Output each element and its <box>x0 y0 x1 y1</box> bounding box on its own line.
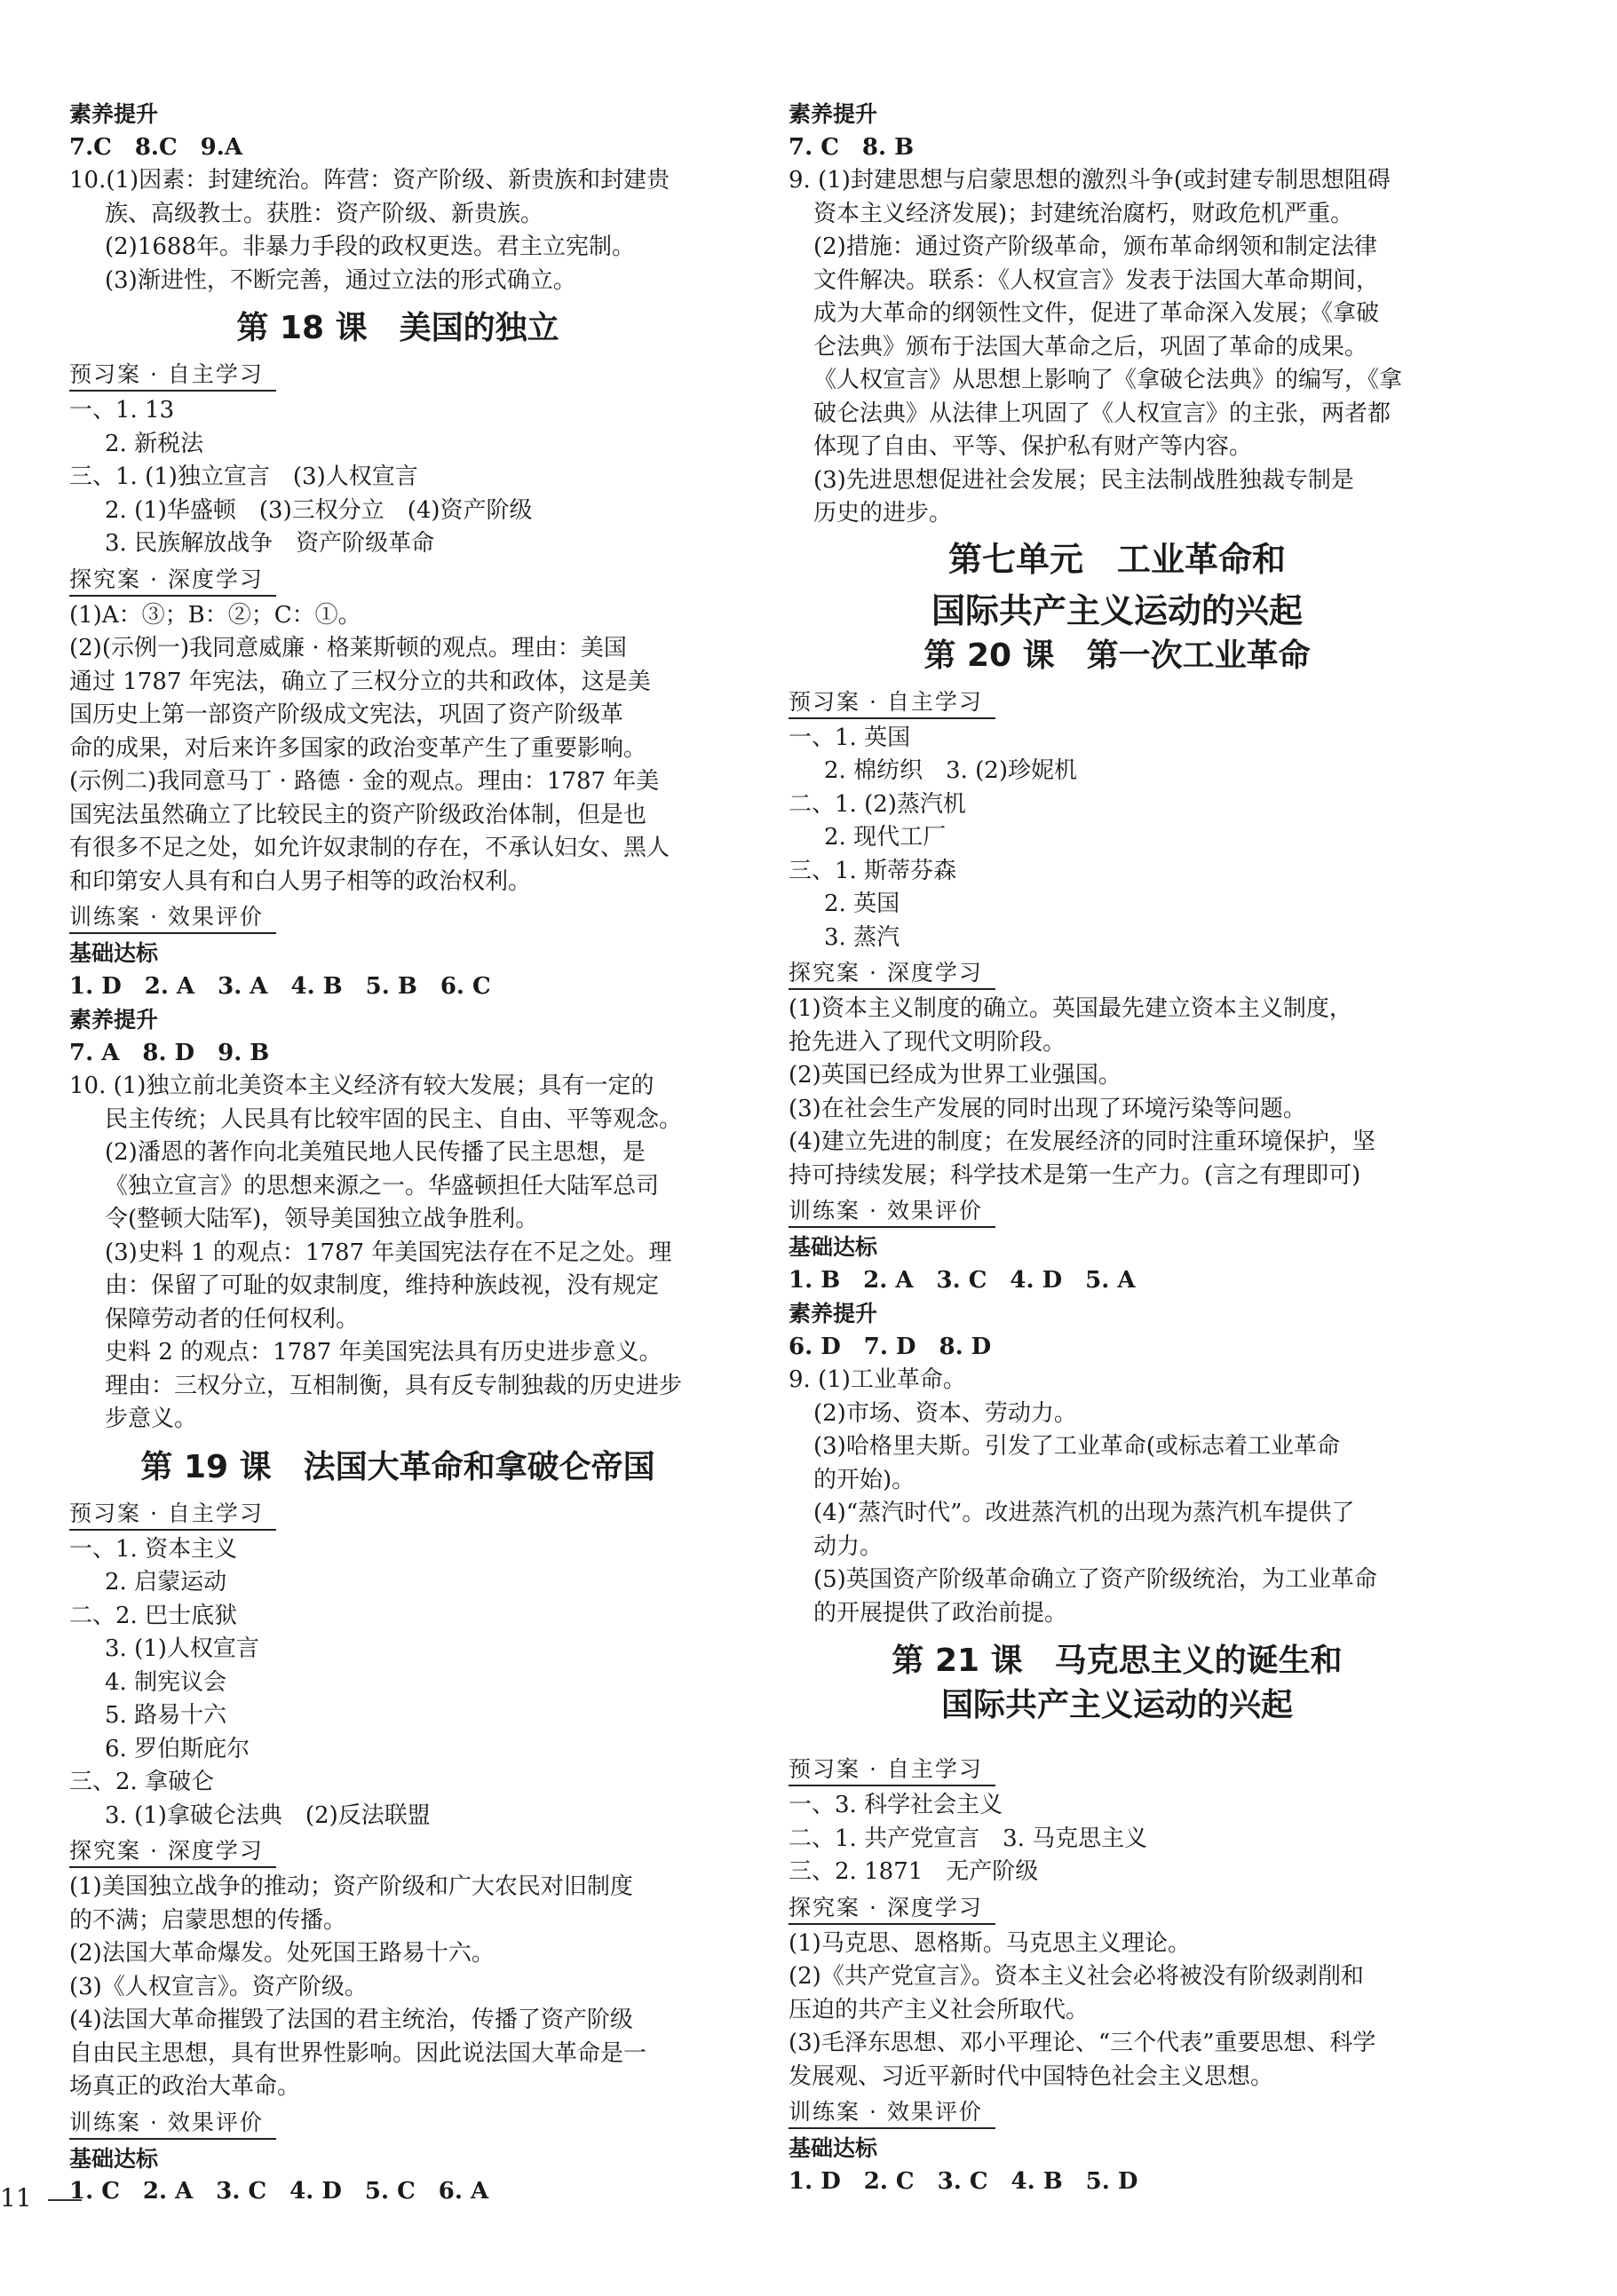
text-line: 10.(1)因素：封建统治。阵营：资产阶级、新贵族和封建贵 <box>69 167 670 194</box>
text-line: 一、1. 资本主义 <box>69 1535 238 1563</box>
text-line: (示例二)我同意马丁 · 路德 · 金的观点。理由：1787 年美 <box>69 768 660 795</box>
text-line: 《人权宣言》从思想上影响了《拿破仑法典》的编写，《拿 <box>813 367 1403 393</box>
text-line: (3)哈格里夫斯。引发了工业革命(或标志着工业革命 <box>813 1433 1340 1460</box>
text-line: 理由：三权分立，互相制衡，具有反专制独裁的历史进步 <box>105 1372 683 1399</box>
text-line: 3. (1)人权宣言 <box>105 1635 259 1662</box>
text-line: 国宪法虽然确立了比较民主的资产阶级政治体制，但是也 <box>69 801 647 828</box>
text-line: 3. (1)拿破仑法典 (2)反法联盟 <box>105 1801 431 1829</box>
text-line: 族、高级教士。获胜：资产阶级、新贵族。 <box>105 200 544 227</box>
text-line: 有很多不足之处，如允许奴隶制的存在，不承认妇女、黑人 <box>69 835 670 861</box>
text-line: 3. 民族解放战争 资产阶级革命 <box>105 530 435 557</box>
section-label: 基础达标 <box>69 2145 159 2172</box>
text-line: 一、1. 英国 <box>789 724 911 751</box>
text-line: 二、1. (2)蒸汽机 <box>789 790 966 818</box>
section-heading: 探究案 · 深度学习 <box>789 1893 995 1925</box>
text-line: (3)毛泽东思想、邓小平理论、“三个代表”重要思想、科学 <box>789 2030 1376 2056</box>
text-line: 三、2. 拿破仑 <box>69 1769 215 1795</box>
section-heading: 训练案 · 效果评价 <box>69 2108 276 2140</box>
answer-line: 6. D 7. D 8. D <box>789 1333 992 1360</box>
left-column <box>69 98 726 2209</box>
text-line: 2. 英国 <box>824 891 900 917</box>
text-line: 资本主义经济发展)；封建统治腐朽，财政危机严重。 <box>813 200 1354 227</box>
text-line: 5. 路易十六 <box>105 1702 227 1729</box>
answer-line: 1. D 2. A 3. A 4. B 5. B 6. C <box>69 972 491 1000</box>
text-line: 持可持续发展；科学技术是第一生产力。(言之有理即可) <box>789 1161 1361 1189</box>
text-line: 压迫的共产主义社会所取代。 <box>789 1996 1090 2023</box>
text-line: (2)法国大革命爆发。处死国王路易十六。 <box>69 1940 495 1967</box>
text-line: 自由民主思想，具有世界性影响。因此说法国大革命是一 <box>69 2039 647 2067</box>
text-line: 通过 1787 年宪法，确立了三权分立的共和政体，这是美 <box>69 668 651 695</box>
text-line: 体现了自由、平等、保护私有财产等内容。 <box>813 433 1253 460</box>
text-line: (2)潘恩的著作向北美殖民地人民传播了民主思想，是 <box>105 1139 646 1166</box>
text-line: 仑法典》颁布于法国大革命之后，巩固了革命的成果。 <box>813 333 1368 360</box>
text-line: 国历史上第一部资产阶级成文宪法，巩固了资产阶级革 <box>69 701 624 728</box>
text-line: 9. (1)工业革命。 <box>789 1366 966 1393</box>
section-heading: 探究案 · 深度学习 <box>789 958 995 990</box>
text-line: (3)在社会生产发展的同时出现了环境污染等问题。 <box>789 1095 1306 1122</box>
text-line: (4)法国大革命摧毁了法国的君主统治，传播了资产阶级 <box>69 2007 633 2033</box>
text-line: 的开展提供了政治前提。 <box>813 1599 1068 1627</box>
text-line: 2. 新税法 <box>105 430 204 457</box>
answer-line: 1. D 2. C 3. C 4. B 5. D <box>789 2167 1138 2195</box>
text-line: 一、3. 科学社会主义 <box>789 1792 1003 1818</box>
text-line: 9. (1)封建思想与启蒙思想的激烈斗争(或封建专制思想阻碍 <box>789 167 1391 194</box>
answer-line: 7.C 8.C 9.A <box>69 133 242 161</box>
lesson-title: 第 19 课 法国大革命和拿破仑帝国 <box>140 1448 655 1485</box>
text-line: 一、1. 13 <box>69 397 175 424</box>
page-number: 11 <box>0 2181 82 2216</box>
text-line: 三、1. 斯蒂芬森 <box>789 857 957 884</box>
lesson-title: 国际共产主义运动的兴起 <box>940 1687 1293 1723</box>
section-heading: 预习案 · 自主学习 <box>69 1499 276 1531</box>
text-line: (5)英国资产阶级革命确立了资产阶级统治，为工业革命 <box>813 1566 1377 1593</box>
text-line: 3. 蒸汽 <box>824 923 900 951</box>
section-label: 素养提升 <box>69 101 159 127</box>
text-line: 三、2. 1871 无产阶级 <box>789 1858 1039 1885</box>
right-column <box>789 98 1446 2198</box>
unit-title: 国际共产主义运动的兴起 <box>931 590 1303 630</box>
text-line: 2. 启蒙运动 <box>105 1569 227 1595</box>
text-line: 6. 罗伯斯庇尔 <box>105 1735 250 1762</box>
answer-line: 1. B 2. A 3. C 4. D 5. A <box>789 1266 1136 1294</box>
text-line: 由：保留了可耻的奴隶制度，维持种族歧视，没有规定 <box>105 1272 660 1299</box>
answer-line: 7. A 8. D 9. B <box>69 1039 270 1066</box>
text-line: 令(整顿大陆军)，领导美国独立战争胜利。 <box>105 1206 539 1232</box>
text-line: (3)史料 1 的观点：1787 年美国宪法存在不足之处。理 <box>105 1239 672 1266</box>
text-line: 动力。 <box>813 1532 884 1560</box>
text-line: 和印第安人具有和白人男子相等的政治权利。 <box>69 867 532 895</box>
text-line: (3)先进思想促进社会发展；民主法制战胜独裁专制是 <box>813 466 1354 494</box>
section-label: 素养提升 <box>789 101 878 127</box>
text-line: 文件解决。联系：《人权宣言》发表于法国大革命期间， <box>813 266 1380 294</box>
text-line: (2)(示例一)我同意威廉 · 格莱斯顿的观点。理由：美国 <box>69 635 627 661</box>
lesson-title: 第 18 课 美国的独立 <box>236 310 559 346</box>
section-label: 基础达标 <box>789 2135 878 2161</box>
text-line: (4)“蒸汽时代”。改进蒸汽机的出现为蒸汽机车提供了 <box>813 1500 1355 1526</box>
text-line: (3)渐进性，不断完善，通过立法的形式确立。 <box>105 266 576 294</box>
text-line: (2)英国已经成为世界工业强国。 <box>789 1062 1122 1089</box>
text-line: (1)资本主义制度的确立。英国最先建立资本主义制度， <box>789 995 1352 1022</box>
section-label: 基础达标 <box>789 1234 878 1260</box>
text-line: 史料 2 的观点：1787 年美国宪法具有历史进步意义。 <box>105 1339 662 1366</box>
text-line: 步意义。 <box>105 1405 198 1432</box>
text-line: 二、2. 巴士底狱 <box>69 1602 238 1629</box>
text-line: 成为大革命的纲领性文件，促进了革命深入发展；《拿破 <box>813 300 1380 327</box>
text-line: 4. 制宪议会 <box>105 1668 227 1696</box>
section-label: 基础达标 <box>69 940 159 966</box>
lesson-title: 第 20 课 第一次工业革命 <box>923 637 1311 674</box>
text-line: (1)马克思、恩格斯。马克思主义理论。 <box>789 1929 1191 1957</box>
section-heading: 预习案 · 自主学习 <box>789 687 995 719</box>
section-heading: 预习案 · 自主学习 <box>69 360 276 392</box>
text-line: 发展观、习近平新时代中国特色社会主义思想。 <box>789 2062 1274 2090</box>
text-line: 场真正的政治大革命。 <box>69 2073 301 2100</box>
text-line: (4)建立先进的制度；在发展经济的同时注重环境保护，坚 <box>789 1128 1375 1155</box>
answer-line: 7. C 8. B <box>789 133 915 161</box>
text-line: 命的成果，对后来许多国家的政治变革产生了重要影响。 <box>69 734 647 762</box>
text-line: 抢先进入了现代文明阶段。 <box>789 1028 1066 1056</box>
section-heading: 训练案 · 效果评价 <box>789 2097 995 2129</box>
text-line: 破仑法典》从法律上巩固了《人权宣言》的主张，两者都 <box>813 400 1391 427</box>
text-line: (2)1688年。非暴力手段的政权更迭。君主立宪制。 <box>105 234 635 260</box>
text-line: 《独立宣言》的思想来源之一。华盛顿担任大陆军总司 <box>105 1172 660 1199</box>
text-line: 10. (1)独立前北美资本主义经济有较大发展；具有一定的 <box>69 1073 654 1099</box>
text-line: (1)A：③；B：②；C：①。 <box>69 601 361 629</box>
section-heading: 探究案 · 深度学习 <box>69 565 276 597</box>
text-line: 2. 现代工厂 <box>824 824 947 851</box>
section-label: 素养提升 <box>789 1301 878 1326</box>
text-line: 的不满；启蒙思想的传播。 <box>69 1906 347 1934</box>
answer-line: 1. C 2. A 3. C 4. D 5. C 6. A <box>69 2178 489 2205</box>
section-label: 素养提升 <box>69 1007 159 1033</box>
text-line: 2. (1)华盛顿 (3)三权分立 (4)资产阶级 <box>105 496 533 524</box>
text-line: (2)措施：通过资产阶级革命，颁布革命纲领和制定法律 <box>813 234 1377 260</box>
section-heading: 训练案 · 效果评价 <box>69 902 276 934</box>
text-line: 三、1. (1)独立宣言 (3)人权宣言 <box>69 463 418 490</box>
text-line: (2)《共产党宣言》。资本主义社会必将被没有阶级剥削和 <box>789 1963 1364 1990</box>
text-line: (3)《人权宣言》。资产阶级。 <box>69 1973 368 2000</box>
text-line: 历史的进步。 <box>813 500 953 526</box>
text-line: 保障劳动者的任何权利。 <box>105 1305 360 1333</box>
text-line: (2)市场、资本、劳动力。 <box>813 1399 1077 1427</box>
text-line: 二、1. 共产党宣言 3. 马克思主义 <box>789 1825 1148 1852</box>
text-line: 2. 棉纺织 3. (2)珍妮机 <box>824 757 1077 784</box>
lesson-title: 第 21 课 马克思主义的诞生和 <box>892 1643 1343 1679</box>
unit-title: 第七单元 工业革命和 <box>947 539 1286 579</box>
text-line: 民主传统；人民具有比较牢固的民主、自由、平等观念。 <box>105 1105 683 1133</box>
section-heading: 探究案 · 深度学习 <box>69 1836 276 1868</box>
text-line: (1)美国独立战争的推动；资产阶级和广大农民对旧制度 <box>69 1873 633 1900</box>
text-line: 的开始)。 <box>813 1466 916 1493</box>
section-heading: 预习案 · 自主学习 <box>789 1754 995 1786</box>
section-heading: 训练案 · 效果评价 <box>789 1196 995 1228</box>
